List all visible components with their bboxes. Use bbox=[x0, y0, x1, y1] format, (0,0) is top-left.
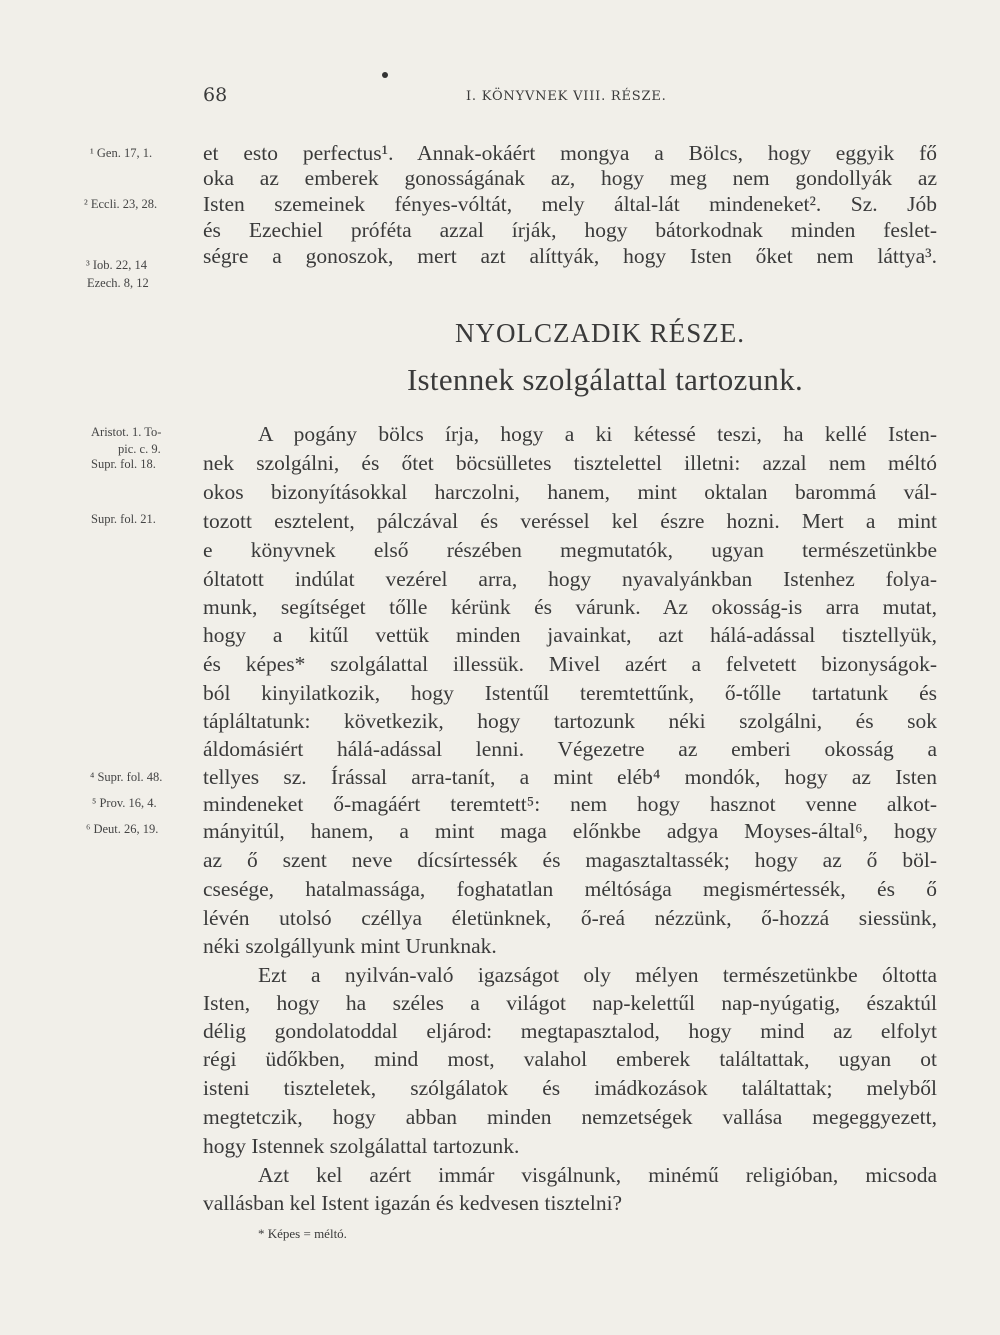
margin-note-topic: pic. c. 9. bbox=[118, 442, 161, 456]
text-line: és képes* szolgálattal illessük. Mivel azért a felvetett bizonyságok- bbox=[203, 652, 937, 676]
text-line: áldomásiért hálá-adással lenni. Végezetre az emberi okosság a bbox=[203, 737, 937, 761]
footnote: * Képes = méltó. bbox=[258, 1226, 347, 1241]
text-line: e könyvnek első részében megmutatók, ugyan természetünkbe bbox=[203, 538, 937, 562]
text-line: megtetczik, hogy abban minden nemzetségek vallása megeggyezett, bbox=[203, 1105, 937, 1129]
text-line: néki szolgállyunk mint Urunknak. bbox=[203, 934, 497, 958]
chapter-number-title: NYOLCZADIK RÉSZE. bbox=[455, 318, 745, 348]
text-line: tápláltatunk: következik, hogy tartozunk néki szolgálni, és sok bbox=[203, 709, 937, 733]
text-line: mányitúl, hanem, a mint maga előnkbe adgya Moyses-által⁶, hogy bbox=[203, 819, 937, 843]
margin-note-ezech: Ezech. 8, 12 bbox=[87, 276, 149, 290]
text-line: tozott esztelent, pálczával és veréssel kel észre hozni. Mert a mint bbox=[203, 509, 937, 533]
margin-note-prov: ⁵ Prov. 16, 4. bbox=[92, 796, 157, 810]
text-line: A pogány bölcs írja, hogy a ki kétessé teszi, ha kellé Isten- bbox=[258, 422, 937, 446]
margin-note-eccli: ² Eccli. 23, 28. bbox=[84, 197, 158, 211]
text-line: Isten, hogy ha széles a világot nap-kelettűl nap-nyúgatig, északtúl bbox=[203, 991, 937, 1015]
text-line: vallásban kel Istent igazán és kedvesen tisztelni? bbox=[203, 1191, 623, 1215]
text-line: régi üdőkben, mind most, valahol emberek találtattak, ugyan ot bbox=[203, 1047, 937, 1071]
page-number: 68 bbox=[203, 84, 228, 106]
text-line: az ő szent neve dícsírtessék és magasztaltassék; hogy az ő böl- bbox=[203, 848, 937, 872]
text-line: mindeneket ő-magáért teremtett⁵: nem hogy hasznot venne alkot- bbox=[203, 792, 937, 816]
text-line: délig gondolatoddal eljárod: megtapasztalod, hogy mind az elfolyt bbox=[203, 1019, 937, 1043]
text-line: Ezt a nyilván-való igazságot oly mélyen természetünkbe óltotta bbox=[258, 963, 937, 987]
margin-note-deut: ⁶ Deut. 26, 19. bbox=[86, 822, 159, 836]
text-line: Isten szemeinek fényes-vóltát, mely által-lát mindeneket². Sz. Jób bbox=[203, 192, 937, 216]
margin-note-supr-48: ⁴ Supr. fol. 48. bbox=[90, 770, 163, 784]
text-line: oka az emberek gonosságának az, hogy meg nem gondollyák az bbox=[203, 166, 937, 190]
text-line: hogy a kitűl vettük minden javainkat, azt hálá-adással tisztellyük, bbox=[203, 623, 937, 647]
chapter-subtitle: Istennek szolgálattal tartozunk. bbox=[406, 362, 804, 397]
text-line: és Ezechiel próféta azzal írják, hogy bátorkodnak minden feslet- bbox=[203, 218, 937, 242]
text-line: okos bizonyításokkal harczolni, hanem, mint oktalan barommá vál- bbox=[203, 480, 937, 504]
margin-note-supr-18: Supr. fol. 18. bbox=[91, 457, 156, 471]
text-line: óltatott indúlat vezérel arra, hogy nyavalyánkban Istenhez folya- bbox=[203, 567, 937, 591]
margin-note-supr-21: Supr. fol. 21. bbox=[91, 512, 156, 526]
text-line: ségre a gonoszok, mert azt alíttyák, hogy Isten őket nem láttya³. bbox=[203, 244, 937, 268]
text-line: isteni tiszteletek, szólgálatok és imádkozások találtattak; melyből bbox=[203, 1076, 937, 1100]
text-line: hogy Istennek szolgálattal tartozunk. bbox=[203, 1134, 520, 1158]
margin-note-aristot: Aristot. 1. To- bbox=[91, 425, 162, 439]
ink-dot bbox=[382, 72, 388, 78]
text-line: csesége, hatalmassága, foghatatlan méltósága megismértessék, és ő bbox=[203, 877, 937, 901]
margin-note-iob: ³ Iob. 22, 14 bbox=[86, 258, 148, 272]
margin-note-gen: ¹ Gen. 17, 1. bbox=[90, 146, 153, 160]
text-line: nek szolgálni, és őtet böcsülletes tisztelettel illetni: azzal nem méltó bbox=[203, 451, 937, 475]
text-line: munk, segítséget tőlle kérünk és várunk. Az okosság-is arra mutat, bbox=[203, 595, 937, 619]
text-line: tellyes sz. Írással arra-tanít, a mint eléb⁴ mondók, hogy az Isten bbox=[203, 765, 937, 789]
text-line: Azt kel azért immár visgálnunk, minémű religióban, micsoda bbox=[258, 1163, 937, 1187]
running-head: I. KÖNYVNEK VIII. RÉSZE. bbox=[466, 89, 667, 104]
text-line: et esto perfectus¹. Annak-okáért mongya a Bölcs, hogy eggyik fő bbox=[203, 141, 937, 165]
text-line: ból kinyilatkozik, hogy Istentűl teremtettűnk, ő-tőlle tartatunk és bbox=[203, 681, 937, 705]
text-line: lévén utolsó czéllya életünknek, ő-reá nézzünk, ő-hozzá siessünk, bbox=[203, 906, 937, 930]
